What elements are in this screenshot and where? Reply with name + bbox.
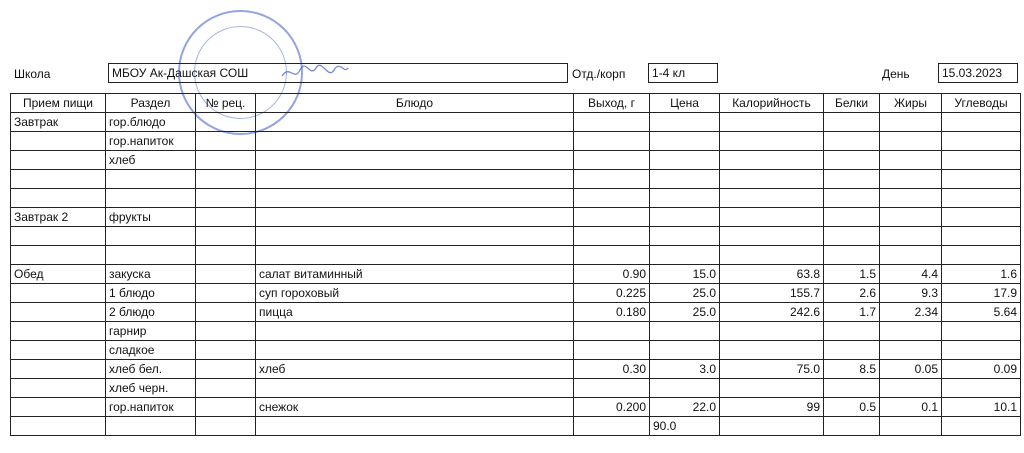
cell-section: закуска [106, 265, 196, 284]
cell-rec [196, 227, 256, 246]
cell-kcal [720, 322, 824, 341]
cell-out: 0.30 [574, 360, 650, 379]
cell-carb [942, 113, 1021, 132]
col-meal: Прием пищи [11, 94, 106, 113]
col-kcal: Калорийность [720, 94, 824, 113]
cell-meal [11, 151, 106, 170]
cell-rec [196, 113, 256, 132]
table-row [11, 360, 1021, 379]
cell-carb: 1.6 [942, 265, 1021, 284]
cell-dish [256, 227, 574, 246]
cell-prot: 0.5 [824, 398, 880, 417]
cell-fat [880, 113, 942, 132]
cell-section: хлеб черн. [106, 379, 196, 398]
cell-section: гор.напиток [106, 398, 196, 417]
cell-section [106, 227, 196, 246]
cell-kcal: 99 [720, 398, 824, 417]
cell-fat [880, 132, 942, 151]
cell-kcal [720, 170, 824, 189]
cell-kcal [720, 341, 824, 360]
menu-table [10, 93, 1021, 436]
cell-dish [256, 341, 574, 360]
cell-prot: 8.5 [824, 360, 880, 379]
col-dish: Блюдо [256, 94, 574, 113]
cell-price [650, 208, 720, 227]
header [0, 63, 1024, 85]
header-row [11, 94, 1021, 113]
cell-rec [196, 246, 256, 265]
table-row [11, 189, 1021, 208]
cell-prot [824, 208, 880, 227]
date-value: 15.03.2023 [942, 66, 1003, 80]
cell-section [106, 246, 196, 265]
cell-meal [11, 322, 106, 341]
cell-dish [256, 208, 574, 227]
cell-meal [11, 284, 106, 303]
cell-out [574, 341, 650, 360]
cell-carb [942, 132, 1021, 151]
cell-meal [11, 341, 106, 360]
cell-price [650, 151, 720, 170]
cell-carb: 0.09 [942, 360, 1021, 379]
cell-rec [196, 322, 256, 341]
cell-rec [196, 151, 256, 170]
col-recipe: № рец. [196, 94, 256, 113]
cell-meal [11, 170, 106, 189]
cell-section: сладкое [106, 341, 196, 360]
cell-carb [942, 341, 1021, 360]
cell-out [574, 246, 650, 265]
cell-fat: 9.3 [880, 284, 942, 303]
cell-prot [824, 132, 880, 151]
cell-dish: хлеб [256, 360, 574, 379]
cell-prot [824, 322, 880, 341]
cell-carb [942, 189, 1021, 208]
table-row [11, 322, 1021, 341]
cell-prot [824, 341, 880, 360]
cell-carb [942, 151, 1021, 170]
table-row [11, 417, 1021, 436]
cell-meal [11, 360, 106, 379]
cell-meal [11, 398, 106, 417]
cell-rec [196, 189, 256, 208]
cell-kcal [720, 132, 824, 151]
dept-value: 1-4 кл [652, 66, 686, 80]
col-section: Раздел [106, 94, 196, 113]
cell-meal [11, 379, 106, 398]
cell-prot: 1.7 [824, 303, 880, 322]
cell-dish [256, 151, 574, 170]
cell-fat [880, 227, 942, 246]
cell-meal [11, 132, 106, 151]
cell-price [650, 170, 720, 189]
cell-kcal: 75.0 [720, 360, 824, 379]
cell-fat: 2.34 [880, 303, 942, 322]
cell-price [650, 379, 720, 398]
cell-carb [942, 379, 1021, 398]
cell-dish [256, 417, 574, 436]
dept-label: Отд./корп [572, 67, 626, 81]
cell-carb [942, 227, 1021, 246]
cell-section: гарнир [106, 322, 196, 341]
cell-price [650, 227, 720, 246]
cell-carb [942, 417, 1021, 436]
dept-box [648, 63, 718, 83]
cell-kcal [720, 189, 824, 208]
cell-rec [196, 398, 256, 417]
table-row [11, 113, 1021, 132]
cell-fat [880, 379, 942, 398]
cell-rec [196, 265, 256, 284]
cell-prot [824, 189, 880, 208]
cell-carb [942, 322, 1021, 341]
cell-section: фрукты [106, 208, 196, 227]
cell-price [650, 341, 720, 360]
cell-section [106, 189, 196, 208]
cell-out [574, 170, 650, 189]
cell-dish [256, 322, 574, 341]
cell-prot [824, 417, 880, 436]
table-row [11, 151, 1021, 170]
cell-out [574, 189, 650, 208]
cell-prot [824, 151, 880, 170]
cell-carb [942, 208, 1021, 227]
col-protein: Белки [824, 94, 880, 113]
table-row [11, 208, 1021, 227]
cell-meal: Завтрак 2 [11, 208, 106, 227]
table-row [11, 170, 1021, 189]
cell-carb: 17.9 [942, 284, 1021, 303]
table-row [11, 284, 1021, 303]
cell-fat [880, 208, 942, 227]
cell-price [650, 322, 720, 341]
cell-rec [196, 170, 256, 189]
cell-out [574, 322, 650, 341]
cell-kcal [720, 113, 824, 132]
cell-prot [824, 113, 880, 132]
cell-carb [942, 170, 1021, 189]
cell-kcal [720, 227, 824, 246]
cell-fat: 4.4 [880, 265, 942, 284]
cell-kcal: 155.7 [720, 284, 824, 303]
cell-dish: суп гороховый [256, 284, 574, 303]
cell-rec [196, 379, 256, 398]
cell-price: 90.0 [650, 417, 720, 436]
cell-rec [196, 417, 256, 436]
cell-price [650, 132, 720, 151]
date-box [938, 63, 1018, 83]
cell-prot [824, 227, 880, 246]
cell-fat [880, 170, 942, 189]
table-row [11, 379, 1021, 398]
cell-price: 22.0 [650, 398, 720, 417]
cell-carb [942, 246, 1021, 265]
col-fat: Жиры [880, 94, 942, 113]
cell-price [650, 246, 720, 265]
cell-rec [196, 132, 256, 151]
table-row [11, 265, 1021, 284]
cell-fat [880, 417, 942, 436]
cell-kcal [720, 417, 824, 436]
cell-out [574, 113, 650, 132]
cell-meal [11, 303, 106, 322]
cell-price: 15.0 [650, 265, 720, 284]
cell-fat: 0.1 [880, 398, 942, 417]
cell-dish [256, 379, 574, 398]
cell-dish: пицца [256, 303, 574, 322]
cell-out [574, 208, 650, 227]
cell-out [574, 417, 650, 436]
cell-section: 2 блюдо [106, 303, 196, 322]
cell-dish: салат витаминный [256, 265, 574, 284]
day-label: День [882, 67, 910, 81]
cell-kcal: 242.6 [720, 303, 824, 322]
cell-section: хлеб бел. [106, 360, 196, 379]
cell-out [574, 132, 650, 151]
cell-section [106, 417, 196, 436]
cell-section: гор.напиток [106, 132, 196, 151]
table-row [11, 246, 1021, 265]
cell-meal [11, 227, 106, 246]
cell-out: 0.90 [574, 265, 650, 284]
cell-out [574, 151, 650, 170]
cell-section: хлеб [106, 151, 196, 170]
cell-fat [880, 246, 942, 265]
cell-prot [824, 379, 880, 398]
cell-price [650, 189, 720, 208]
cell-rec [196, 360, 256, 379]
table-row [11, 303, 1021, 322]
cell-price: 3.0 [650, 360, 720, 379]
col-carbs: Углеводы [942, 94, 1021, 113]
cell-out [574, 227, 650, 246]
cell-rec [196, 303, 256, 322]
cell-carb: 10.1 [942, 398, 1021, 417]
school-name: МБОУ Ак-Дашская СОШ [112, 66, 249, 80]
cell-meal: Завтрак [11, 113, 106, 132]
cell-price [650, 113, 720, 132]
cell-out [574, 379, 650, 398]
school-name-box [108, 63, 568, 83]
cell-fat [880, 322, 942, 341]
cell-section [106, 170, 196, 189]
cell-prot: 1.5 [824, 265, 880, 284]
cell-dish [256, 246, 574, 265]
cell-price: 25.0 [650, 284, 720, 303]
cell-section: 1 блюдо [106, 284, 196, 303]
cell-kcal [720, 379, 824, 398]
table-row [11, 398, 1021, 417]
col-price: Цена [650, 94, 720, 113]
cell-meal [11, 189, 106, 208]
cell-meal [11, 417, 106, 436]
cell-dish [256, 113, 574, 132]
cell-fat [880, 341, 942, 360]
cell-dish [256, 132, 574, 151]
cell-prot [824, 246, 880, 265]
cell-kcal: 63.8 [720, 265, 824, 284]
cell-kcal [720, 246, 824, 265]
cell-meal [11, 246, 106, 265]
cell-fat [880, 151, 942, 170]
cell-carb: 5.64 [942, 303, 1021, 322]
cell-meal: Обед [11, 265, 106, 284]
cell-rec [196, 208, 256, 227]
cell-dish: снежок [256, 398, 574, 417]
table-row [11, 132, 1021, 151]
cell-kcal [720, 151, 824, 170]
cell-section: гор.блюдо [106, 113, 196, 132]
cell-out: 0.180 [574, 303, 650, 322]
cell-out: 0.200 [574, 398, 650, 417]
table-row [11, 227, 1021, 246]
cell-prot [824, 170, 880, 189]
school-label: Школа [14, 67, 51, 81]
cell-out: 0.225 [574, 284, 650, 303]
cell-dish [256, 170, 574, 189]
cell-dish [256, 189, 574, 208]
cell-fat [880, 189, 942, 208]
cell-fat: 0.05 [880, 360, 942, 379]
col-output: Выход, г [574, 94, 650, 113]
cell-rec [196, 341, 256, 360]
cell-prot: 2.6 [824, 284, 880, 303]
cell-rec [196, 284, 256, 303]
table-row [11, 341, 1021, 360]
cell-kcal [720, 208, 824, 227]
cell-price: 25.0 [650, 303, 720, 322]
